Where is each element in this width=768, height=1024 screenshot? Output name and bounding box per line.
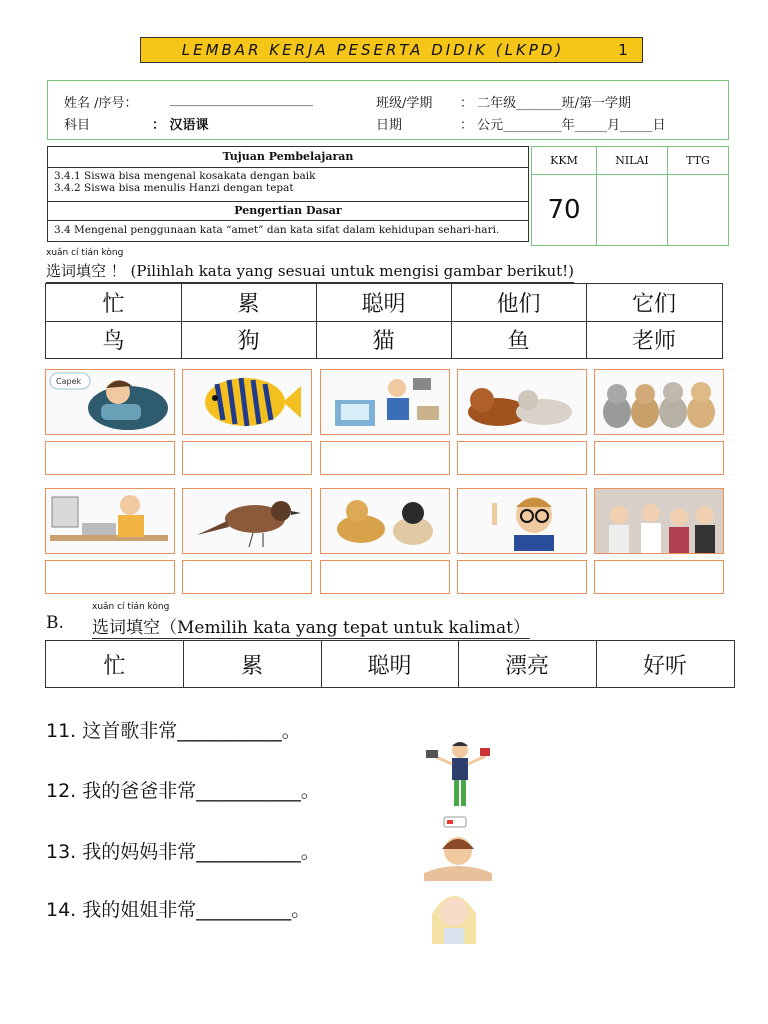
- section-a-title: 选词填空 ！ (Pilihlah kata yang sesuai untuk mengisi gambar berikut!): [46, 260, 574, 283]
- question-number: 12.: [46, 780, 77, 802]
- worksheet-title: LEMBAR KERJA PESERTA DIDIK (LKPD): [140, 37, 606, 63]
- kkm-label: KKM: [532, 147, 596, 175]
- kkm-value: 70: [547, 195, 581, 225]
- fish-icon: [182, 369, 312, 435]
- word-cell: 老师: [631, 329, 676, 354]
- word-cell: 猫: [372, 329, 395, 354]
- ttg-label: TTG: [668, 147, 728, 175]
- answer-box[interactable]: [182, 441, 312, 475]
- question-number: 14.: [46, 899, 77, 921]
- subject-value: ： 汉语课: [152, 118, 209, 133]
- question-number: 11.: [46, 720, 77, 742]
- answer-box[interactable]: [320, 560, 450, 594]
- word-cell: 聪明: [361, 292, 406, 317]
- answer-box[interactable]: [457, 441, 587, 475]
- page-number: 1: [604, 37, 643, 63]
- answer-box[interactable]: [182, 560, 312, 594]
- word-cell: 鱼: [507, 329, 530, 354]
- section-a-pinyin: xuǎn cí tián kòng: [46, 248, 124, 258]
- group-of-women-icon: [594, 488, 724, 554]
- word-cell: 狗: [237, 329, 260, 354]
- section-a-word-bank: [45, 283, 723, 359]
- pretty-sister-icon: [418, 884, 490, 944]
- answer-box[interactable]: [320, 441, 450, 475]
- answer-box[interactable]: [594, 560, 724, 594]
- section-b-word-bank: [45, 640, 735, 688]
- word-cell: 聪明: [367, 654, 412, 679]
- objective-item: 3.4.1 Siswa bisa mengenal kosakata dengan baik: [54, 170, 316, 182]
- basic-heading: Pengertian Dasar: [48, 202, 528, 221]
- name-label: 姓名 /序号：: [64, 96, 138, 111]
- answer-box[interactable]: [457, 560, 587, 594]
- student-info-box: [47, 80, 729, 140]
- busy-man-icon: [320, 369, 450, 435]
- answer-box[interactable]: [45, 441, 175, 475]
- word-cell: 忙: [102, 292, 125, 317]
- objectives-list: [48, 168, 528, 202]
- question-11: [46, 716, 301, 743]
- objectives-table: [47, 146, 529, 242]
- subject-label: 科目: [64, 118, 91, 133]
- tired-mother-icon: [418, 815, 494, 885]
- nilai-label: NILAI: [597, 147, 667, 175]
- date-value: ： 公元_________年_____月_____日: [460, 118, 666, 133]
- question-number: 13.: [46, 841, 77, 863]
- class-value: ： 二年级_______班/第一学期: [460, 96, 632, 111]
- word-cell: 忙: [103, 654, 126, 679]
- answer-box[interactable]: [45, 560, 175, 594]
- date-label: 日期: [376, 118, 403, 133]
- section-b-title: 选词填空（Memilih kata yang tepat untuk kalimat）: [92, 613, 530, 639]
- capek-caption: Capek: [56, 377, 82, 386]
- question-text: 我的妈妈非常___________。: [82, 841, 320, 863]
- question-12: [46, 776, 320, 803]
- objectives-heading: Tujuan Pembelajaran: [48, 147, 528, 168]
- kittens-icon: [594, 369, 724, 435]
- section-b-pinyin: xuǎn cí tián kòng: [92, 602, 170, 612]
- score-table: [531, 146, 729, 246]
- class-label: 班级/学期: [376, 96, 433, 111]
- word-cell: 好听: [642, 654, 687, 679]
- question-text: 这首歌非常___________。: [82, 720, 301, 742]
- question-text: 我的姐姐非常__________。: [82, 899, 311, 921]
- teacher-at-desk-icon: [45, 488, 175, 554]
- word-cell: 鸟: [102, 329, 125, 354]
- busy-father-icon: [424, 738, 492, 810]
- bird-icon: [182, 488, 312, 554]
- smart-boy-icon: [457, 488, 587, 554]
- section-b-letter: B.: [46, 613, 64, 633]
- question-13: [46, 837, 320, 864]
- question-text: 我的爸爸非常___________。: [82, 780, 320, 802]
- word-cell: 累: [237, 292, 260, 317]
- dogs-icon: [320, 488, 450, 554]
- question-14: [46, 895, 310, 922]
- objective-item: 3.4.2 Siswa bisa menulis Hanzi dengan tepat: [54, 182, 294, 194]
- tired-boy-icon: [45, 369, 175, 435]
- name-line[interactable]: ______________________: [170, 92, 313, 107]
- word-cell: 他们: [496, 292, 541, 317]
- answer-box[interactable]: [594, 441, 724, 475]
- word-cell: 累: [240, 654, 263, 679]
- basic-text: 3.4 Mengenal penggunaan kata “amet” dan kata sifat dalam kehidupan sehari-hari.: [54, 224, 500, 236]
- dog-and-cat-icon: [457, 369, 587, 435]
- word-cell: 它们: [631, 292, 676, 317]
- word-cell: 漂亮: [504, 654, 549, 679]
